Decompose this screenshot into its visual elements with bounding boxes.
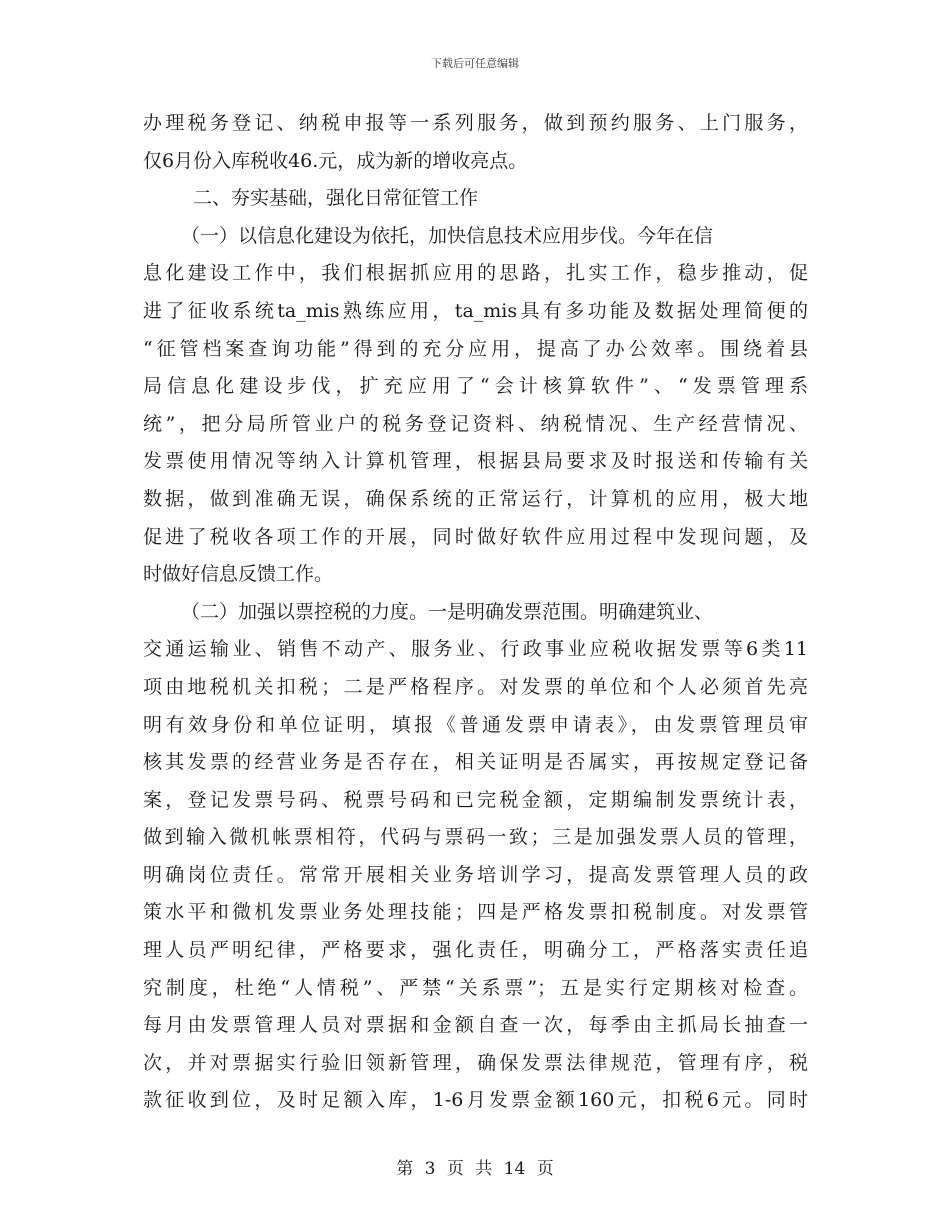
text-line: 究制度，杜绝“人情税”、严禁“关系票”；五是实行定期核对检查。 bbox=[143, 976, 808, 999]
section-heading: 二、夯实基础，强化日常征管工作 bbox=[193, 187, 479, 210]
text-line: 项由地税机关扣税；二是严格程序。对发票的单位和个人必须首先亮 bbox=[143, 675, 808, 698]
text-line: （一）以信息化建设为依托，加快信息技术应用步伐。今年在信 bbox=[181, 224, 714, 247]
page-header: 下载后可任意编辑 bbox=[431, 57, 519, 70]
text-line: 做到输入微机帐票相符，代码与票码一致；三是加强发票人员的管理， bbox=[143, 826, 808, 849]
text-line: 发票使用情况等纳入计算机管理，根据县局要求及时报送和传输有关 bbox=[143, 450, 808, 473]
text-line: 数据，做到准确无误，确保系统的正常运行，计算机的应用，极大地 bbox=[143, 487, 808, 510]
text-line: 仅6月份入库税收46.元，成为新的增收亮点。 bbox=[143, 149, 528, 172]
text-line: 每月由发票管理人员对票据和金额自查一次，每季由主抓局长抽查一 bbox=[143, 1014, 808, 1037]
text-line: 理人员严明纪律，严格要求，强化责任，明确分工，严格落实责任追 bbox=[143, 939, 808, 962]
text-line: 交通运输业、销售不动产、服务业、行政事业应税收据发票等6类11 bbox=[143, 638, 808, 661]
text-line: （二）加强以票控税的力度。一是明确发票范围。明确建筑业、 bbox=[181, 600, 714, 623]
text-line: 办理税务登记、纳税申报等一系列服务，做到预约服务、上门服务， bbox=[143, 112, 808, 134]
text-line: 明确岗位责任。常常开展相关业务培训学习，提高发票管理人员的政 bbox=[143, 863, 808, 886]
text-line: 时做好信息反馈工作。 bbox=[143, 563, 334, 586]
text-line: 明有效身份和单位证明，填报《普通发票申请表》，由发票管理员审 bbox=[143, 713, 808, 736]
text-line: 核其发票的经营业务是否存在，相关证明是否属实，再按规定登记备 bbox=[143, 751, 808, 774]
text-line: 息化建设工作中，我们根据抓应用的思路，扎实工作，稳步推动，促 bbox=[143, 262, 808, 285]
text-line: 进了征收系统ta_mis熟练应用，ta_mis具有多功能及数据处理简便的 bbox=[143, 299, 808, 322]
text-line: 款征收到位，及时足额入库，1-6月发票金额160元，扣税6元。同时 bbox=[143, 1089, 808, 1112]
text-line: 策水平和微机发票业务处理技能；四是严格发票扣税制度。对发票管 bbox=[143, 901, 808, 924]
text-line: “征管档案查询功能”得到的充分应用，提高了办公效率。围绕着县 bbox=[143, 337, 808, 360]
page-footer: 第 3 页 共 14 页 bbox=[396, 1159, 554, 1179]
text-line: 统”，把分局所管业户的税务登记资料、纳税情况、生产经营情况、 bbox=[143, 412, 808, 435]
text-line: 次，并对票据实行验旧领新管理，确保发票法律规范，管理有序，税 bbox=[143, 1051, 808, 1074]
text-line: 局信息化建设步伐，扩充应用了“会计核算软件”、“发票管理系 bbox=[143, 375, 808, 398]
document-body bbox=[143, 105, 808, 1120]
text-line: 促进了税收各项工作的开展，同时做好软件应用过程中发现问题，及 bbox=[143, 525, 808, 548]
text-line: 案，登记发票号码、税票号码和已完税金额，定期编制发票统计表， bbox=[143, 788, 808, 811]
